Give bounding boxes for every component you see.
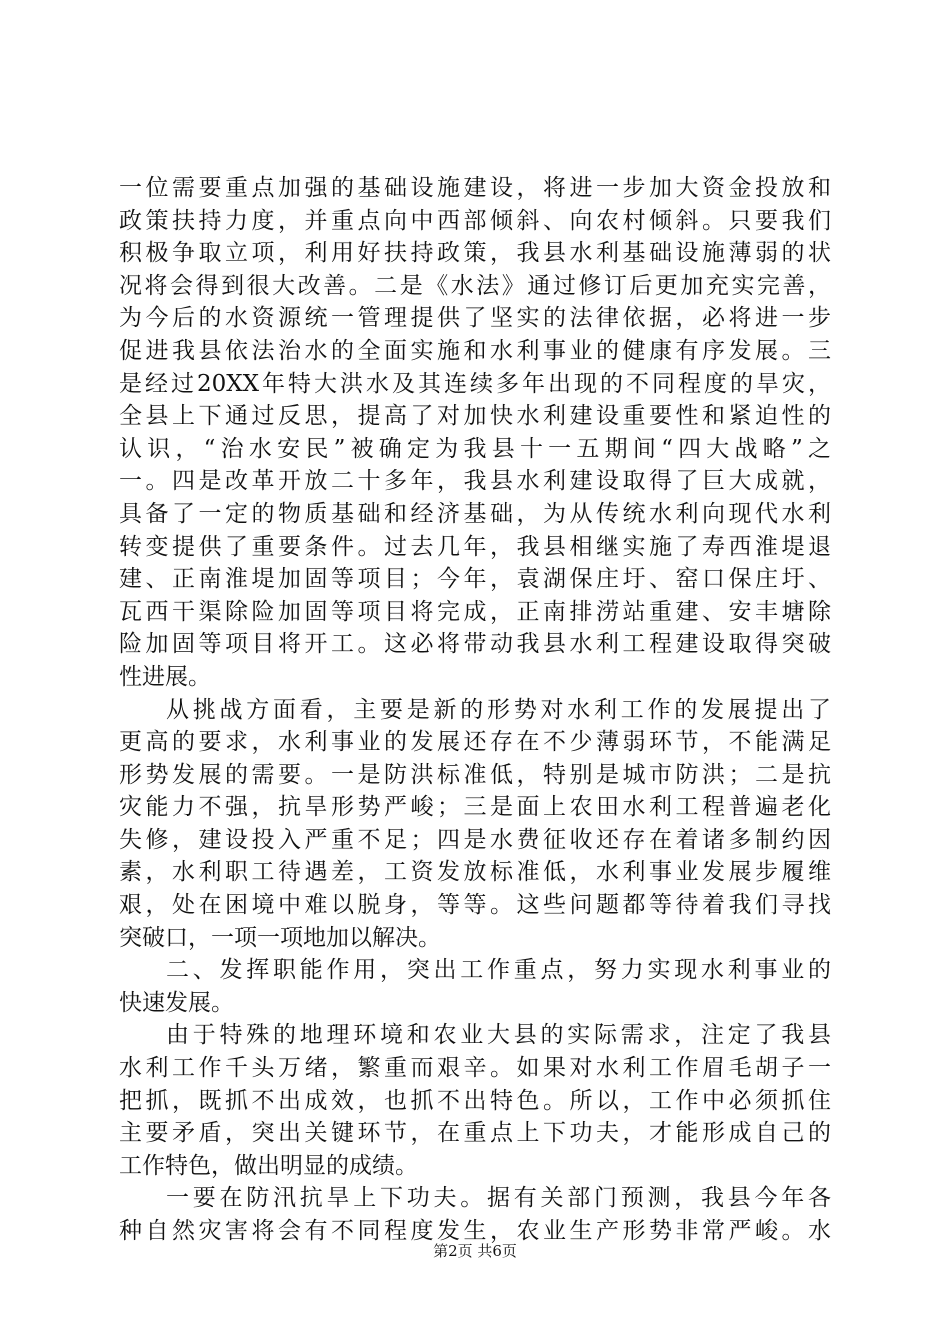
text-line: 灾能力不强，抗旱形势严峻；三是面上农田水利工程普遍老化 <box>119 794 831 821</box>
text-line: 况将会得到很大改善。二是《水法》通过修订后更加充实完善， <box>119 272 831 299</box>
text-line: 工作特色，做出明显的成绩。 <box>119 1152 418 1179</box>
text-line: 一。四是改革开放二十多年，我县水利建设取得了巨大成就， <box>119 468 831 495</box>
text-line: 一要在防汛抗旱上下功夫。据有关部门预测，我县今年各 <box>166 1185 831 1212</box>
text-line: 是经过20XX年特大洪水及其连续多年出现的不同程度的旱灾， <box>119 370 831 397</box>
text-line: 失修，建设投入严重不足；四是水费征收还存在着诸多制约因 <box>119 826 831 853</box>
text-line: 政策扶持力度，并重点向中西部倾斜、向农村倾斜。只要我们 <box>119 207 831 234</box>
text-line: 一位需要重点加强的基础设施建设，将进一步加大资金投放和 <box>119 175 831 201</box>
text-line: 促进我县依法治水的全面实施和水利事业的健康有序发展。三 <box>119 337 831 364</box>
text-line: 突破口，一项一项地加以解决。 <box>119 924 441 951</box>
text-line: 险加固等项目将开工。这必将带动我县水利工程建设取得突破 <box>119 631 831 658</box>
text-line: 具备了一定的物质基础和经济基础，为从传统水利向现代水利 <box>119 500 831 527</box>
text-line: 二、发挥职能作用，突出工作重点，努力实现水利事业的 <box>166 957 831 984</box>
text-line: 更高的要求，水利事业的发展还存在不少薄弱环节，不能满足 <box>119 729 831 756</box>
text-line: 从挑战方面看，主要是新的形势对水利工作的发展提出了 <box>166 696 831 723</box>
text-line: 积极争取立项，利用好扶持政策，我县水利基础设施薄弱的状 <box>119 240 831 267</box>
text-line: 艰，处在困境中难以脱身，等等。这些问题都等待着我们寻找 <box>119 892 831 919</box>
text-line: 素，水利职工待遇差，工资发放标准低，水利事业发展步履维 <box>119 859 831 886</box>
text-line: 把抓，既抓不出成效，也抓不出特色。所以，工作中必须抓住 <box>119 1087 831 1114</box>
text-line: 转变提供了重要条件。过去几年，我县相继实施了寿西淮堤退 <box>119 533 831 560</box>
text-line: 全县上下通过反思，提高了对加快水利建设重要性和紧迫性的 <box>119 403 831 430</box>
text-line: 认识，“治水安民”被确定为我县十一五期间“四大战略”之 <box>119 435 831 462</box>
text-line: 水利工作千头万绪，繁重而艰辛。如果对水利工作眉毛胡子一 <box>119 1055 831 1082</box>
text-line: 种自然灾害将会有不同程度发生，农业生产形势非常严峻。水 <box>119 1218 831 1244</box>
text-line: 建、正南淮堤加固等项目；今年，袁湖保庄圩、窑口保庄圩、 <box>119 566 831 593</box>
text-line: 主要矛盾，突出关键环节，在重点上下功夫，才能形成自己的 <box>119 1120 831 1147</box>
document-body <box>119 172 831 1248</box>
page-number-footer: 第2页 共6页 <box>433 1242 517 1260</box>
text-line: 由于特殊的地理环境和农业大县的实际需求，注定了我县 <box>166 1022 831 1049</box>
text-line: 形势发展的需要。一是防洪标准低，特别是城市防洪；二是抗 <box>119 761 831 788</box>
text-line: 性进展。 <box>119 663 211 690</box>
text-line: 快速发展。 <box>119 989 234 1016</box>
text-line: 为今后的水资源统一管理提供了坚实的法律依据，必将进一步 <box>119 305 831 332</box>
text-line: 瓦西干渠除险加固等项目将完成，正南排涝站重建、安丰塘除 <box>119 598 831 625</box>
